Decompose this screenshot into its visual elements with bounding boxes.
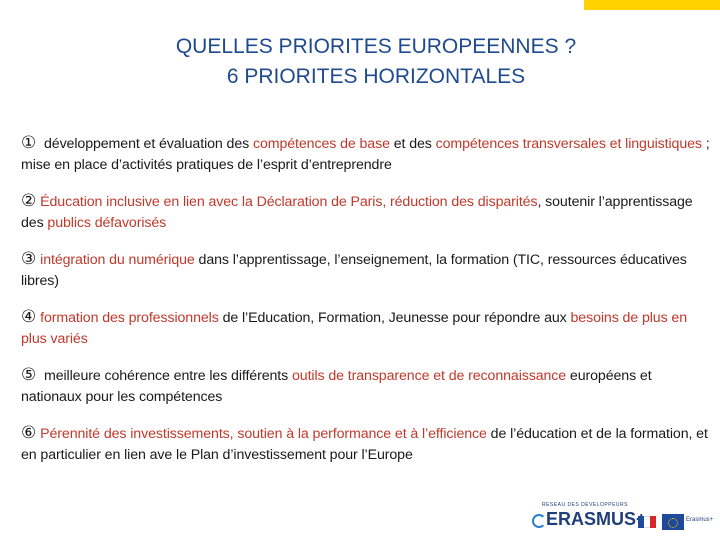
top-accent-bar	[584, 0, 720, 10]
priority-item-6	[21, 422, 711, 466]
priority-item-4	[21, 306, 711, 350]
item-number: ①	[21, 133, 37, 152]
item-number: ②	[21, 191, 37, 210]
item-highlight: formation des professionnels	[40, 310, 219, 326]
item-text: développement et évaluation des	[40, 136, 253, 152]
item-number: ③	[21, 249, 37, 268]
item-number: ④	[21, 307, 37, 326]
priority-item-3	[21, 248, 711, 292]
item-text: de l’éducation et de la formation, et en particulier en lien ave le Plan d’investissement pour l’Europe	[21, 426, 708, 463]
priority-item-2	[21, 190, 711, 234]
item-highlight: compétences de base	[252, 136, 390, 152]
item-text: dans l’apprentissage, l’enseignement, la formation (TIC, ressources éducatives libres)	[21, 252, 687, 289]
item-text: et des	[389, 136, 436, 152]
erasmus-logo	[534, 509, 647, 530]
priority-item-1	[21, 132, 711, 176]
footer-logos	[530, 500, 720, 536]
item-number: ⑤	[21, 365, 37, 384]
item-text: ; mise en place d’activités pratiques de l’esprit d’entreprendre	[21, 136, 710, 173]
item-highlight: Éducation inclusive en lien avec la Déclaration de Paris, réduction des disparités	[40, 194, 538, 210]
item-text: de l’Education, Formation, Jeunesse pour répondre aux	[218, 310, 571, 326]
item-highlight: besoins de plus en plus variés	[21, 310, 688, 347]
item-highlight: intégration du numérique	[40, 252, 195, 268]
priorities-list	[21, 132, 711, 480]
item-highlight: compétences transversales et linguistiques	[435, 136, 702, 152]
title-line-2: 6 PRIORITES HORIZONTALES	[226, 65, 526, 88]
french-flag-icon	[638, 516, 656, 528]
item-highlight: publics défavorisés	[47, 215, 167, 231]
item-text: , soutenir l’apprentissage des	[21, 194, 693, 231]
item-text: européens et nationaux pour les compétences	[21, 368, 652, 405]
priority-item-5	[21, 364, 711, 408]
item-text: meilleure cohérence entre les différents	[40, 368, 292, 384]
item-number: ⑥	[21, 423, 37, 442]
item-highlight: outils de transparence et de reconnaissance	[291, 368, 567, 384]
page-title	[0, 32, 720, 92]
eu-label: Erasmus+	[686, 517, 714, 523]
erasmus-logo-text: ERASMUS	[546, 509, 637, 529]
network-label: RESEAU DES DEVELOPPEURS	[542, 502, 628, 508]
item-highlight: Pérennité des investissements, soutien à la performance et à l’efficience	[40, 426, 487, 442]
eu-flag-icon	[662, 514, 684, 530]
title-line-1: QUELLES PRIORITES EUROPEENNES ?	[175, 35, 577, 58]
